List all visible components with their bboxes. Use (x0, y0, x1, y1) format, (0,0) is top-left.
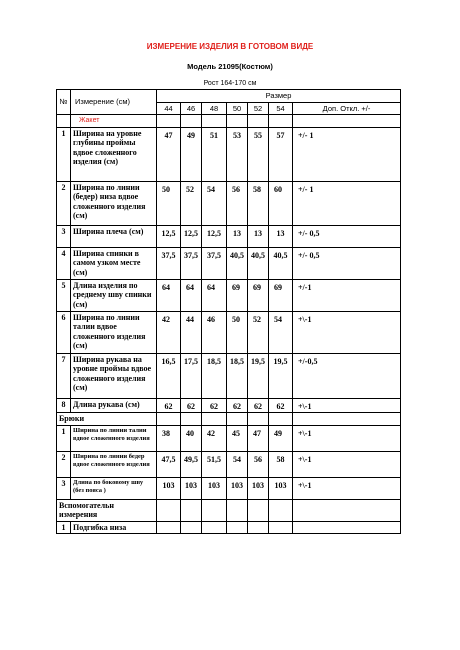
row-measurement-name: Ширина рукава на уровне проймы вдвое сложенного изделия (см) (71, 353, 157, 398)
row-value: 58 (248, 181, 269, 225)
row-value: 40,5 (269, 247, 293, 279)
row-value: 69 (269, 279, 293, 311)
row-value: 50 (227, 311, 248, 353)
row-value: 103 (248, 477, 269, 499)
size-header: 50 (227, 102, 248, 115)
row-value: 64 (157, 279, 181, 311)
table-row (57, 181, 401, 225)
row-value: 103 (227, 477, 248, 499)
row-value: 51 (202, 127, 227, 181)
row-measurement-name: Ширина по линии (бедер) низа вдвое сложенного изделия (см) (71, 181, 157, 225)
row-value: 16,5 (157, 353, 181, 398)
row-tolerance: +\-1 (293, 425, 401, 451)
row-number: 3 (57, 477, 71, 499)
row-value: 47 (157, 127, 181, 181)
row-value: 50 (157, 181, 181, 225)
row-number: 1 (57, 425, 71, 451)
row-value: 62 (269, 398, 293, 413)
row-value: 103 (202, 477, 227, 499)
row-measurement-name: Длина рукава (см) (71, 398, 157, 413)
row-measurement-name: Ширина по линии талии вдвое сложенного изделия (см) (71, 311, 157, 353)
row-value: 103 (181, 477, 202, 499)
row-measurement-name: Ширина по линии талии вдвое сложенного изделия (71, 425, 157, 451)
row-tolerance: +/-1 (293, 279, 401, 311)
row-tolerance: +/- 1 (293, 181, 401, 225)
row-value: 37,5 (157, 247, 181, 279)
document-title: ИЗМЕРЕНИЕ ИЗДЕЛИЯ В ГОТОВОМ ВИДЕ (146, 42, 314, 51)
row-value: 13 (227, 225, 248, 247)
row-value: 12,5 (157, 225, 181, 247)
row-measurement-name: Подгибка низа (71, 521, 157, 534)
row-value: 52 (181, 181, 202, 225)
row-number: 1 (57, 127, 71, 181)
row-value: 12,5 (181, 225, 202, 247)
row-value: 37,5 (181, 247, 202, 279)
row-value: 40,5 (248, 247, 269, 279)
row-measurement-name: Длина изделия по среднему шву спинки (см) (71, 279, 157, 311)
size-header: 48 (202, 102, 227, 115)
size-header: 46 (181, 102, 202, 115)
table-row (57, 127, 401, 181)
section-row-trousers (57, 413, 401, 426)
row-value: 69 (248, 279, 269, 311)
row-value: 12,5 (202, 225, 227, 247)
row-value: 54 (227, 451, 248, 477)
section-row-jacket (57, 115, 401, 128)
row-value: 49 (181, 127, 202, 181)
table-row (57, 353, 401, 398)
row-number: 8 (57, 398, 71, 413)
row-tolerance: +\-1 (293, 477, 401, 499)
row-number: 5 (57, 279, 71, 311)
section-label-auxiliary: Вспомогательн измерения (57, 499, 157, 521)
row-value: 44 (181, 311, 202, 353)
row-value: 37,5 (202, 247, 227, 279)
row-measurement-name: Ширина по линии бедер вдвое сложенного изделия (71, 451, 157, 477)
row-number: 1 (57, 521, 71, 534)
row-value: 19,5 (248, 353, 269, 398)
model-label: Модель 21095(Костюм) (187, 62, 273, 71)
row-value: 69 (227, 279, 248, 311)
row-value: 40 (181, 425, 202, 451)
row-value: 49,5 (181, 451, 202, 477)
col-measurement-header: Измерение (см) (71, 90, 157, 115)
row-value: 56 (248, 451, 269, 477)
row-number: 3 (57, 225, 71, 247)
row-value: 47,5 (157, 451, 181, 477)
row-value: 51,5 (202, 451, 227, 477)
row-value: 55 (248, 127, 269, 181)
row-number: 2 (57, 451, 71, 477)
row-value: 19,5 (269, 353, 293, 398)
row-value: 18,5 (227, 353, 248, 398)
size-table (56, 89, 401, 534)
row-tolerance: +\-1 (293, 398, 401, 413)
row-value: 62 (248, 398, 269, 413)
section-label-trousers: Брюки (57, 413, 157, 426)
row-tolerance: +/-0,5 (293, 353, 401, 398)
row-value: 42 (202, 425, 227, 451)
col-number-header: № (57, 90, 71, 115)
size-header: 52 (248, 102, 269, 115)
row-number: 4 (57, 247, 71, 279)
row-value: 62 (157, 398, 181, 413)
row-value: 56 (227, 181, 248, 225)
size-header: 44 (157, 102, 181, 115)
row-value: 54 (202, 181, 227, 225)
size-header: 54 (269, 102, 293, 115)
row-tolerance: +/- 0,5 (293, 247, 401, 279)
row-number: 6 (57, 311, 71, 353)
row-value: 17,5 (181, 353, 202, 398)
row-tolerance: +/- 1 (293, 127, 401, 181)
row-number: 2 (57, 181, 71, 225)
table-row (57, 279, 401, 311)
row-value: 103 (269, 477, 293, 499)
col-tolerance-header: Доп. Откл. +/- (293, 102, 401, 115)
section-label-jacket: Жакет (71, 115, 157, 128)
row-value: 38 (157, 425, 181, 451)
row-tolerance: +/- 0,5 (293, 225, 401, 247)
row-value: 42 (157, 311, 181, 353)
row-measurement-name: Длина по боковому шву (без пояса ) (71, 477, 157, 499)
section-row-auxiliary (57, 499, 401, 521)
row-value: 13 (248, 225, 269, 247)
row-tolerance: +\-1 (293, 451, 401, 477)
row-measurement-name: Ширина плеча (см) (71, 225, 157, 247)
row-value: 46 (202, 311, 227, 353)
row-value: 64 (181, 279, 202, 311)
row-value: 40,5 (227, 247, 248, 279)
row-value: 49 (269, 425, 293, 451)
table-header-row (57, 90, 401, 103)
row-value: 54 (269, 311, 293, 353)
table-row (57, 425, 401, 451)
row-tolerance: +\-1 (293, 311, 401, 353)
col-size-header: Размер (157, 90, 401, 103)
table-row (57, 398, 401, 413)
row-value: 57 (269, 127, 293, 181)
row-measurement-name: Ширина на уровне глубины проймы вдвое сложенного изделия (см) (71, 127, 157, 181)
row-value: 60 (269, 181, 293, 225)
row-value: 18,5 (202, 353, 227, 398)
row-value: 13 (269, 225, 293, 247)
row-value: 58 (269, 451, 293, 477)
table-row (57, 311, 401, 353)
height-label: Рост 164-170 см (203, 80, 257, 87)
table-row (57, 247, 401, 279)
row-value: 53 (227, 127, 248, 181)
table-row (57, 477, 401, 499)
row-value: 64 (202, 279, 227, 311)
table-row (57, 225, 401, 247)
table-row (57, 451, 401, 477)
row-measurement-name: Ширина спинки в самом узком месте (см) (71, 247, 157, 279)
row-value: 62 (227, 398, 248, 413)
row-value: 47 (248, 425, 269, 451)
row-value: 62 (181, 398, 202, 413)
row-value: 52 (248, 311, 269, 353)
row-number: 7 (57, 353, 71, 398)
row-value: 62 (202, 398, 227, 413)
row-value: 45 (227, 425, 248, 451)
table-row (57, 521, 401, 534)
row-value: 103 (157, 477, 181, 499)
